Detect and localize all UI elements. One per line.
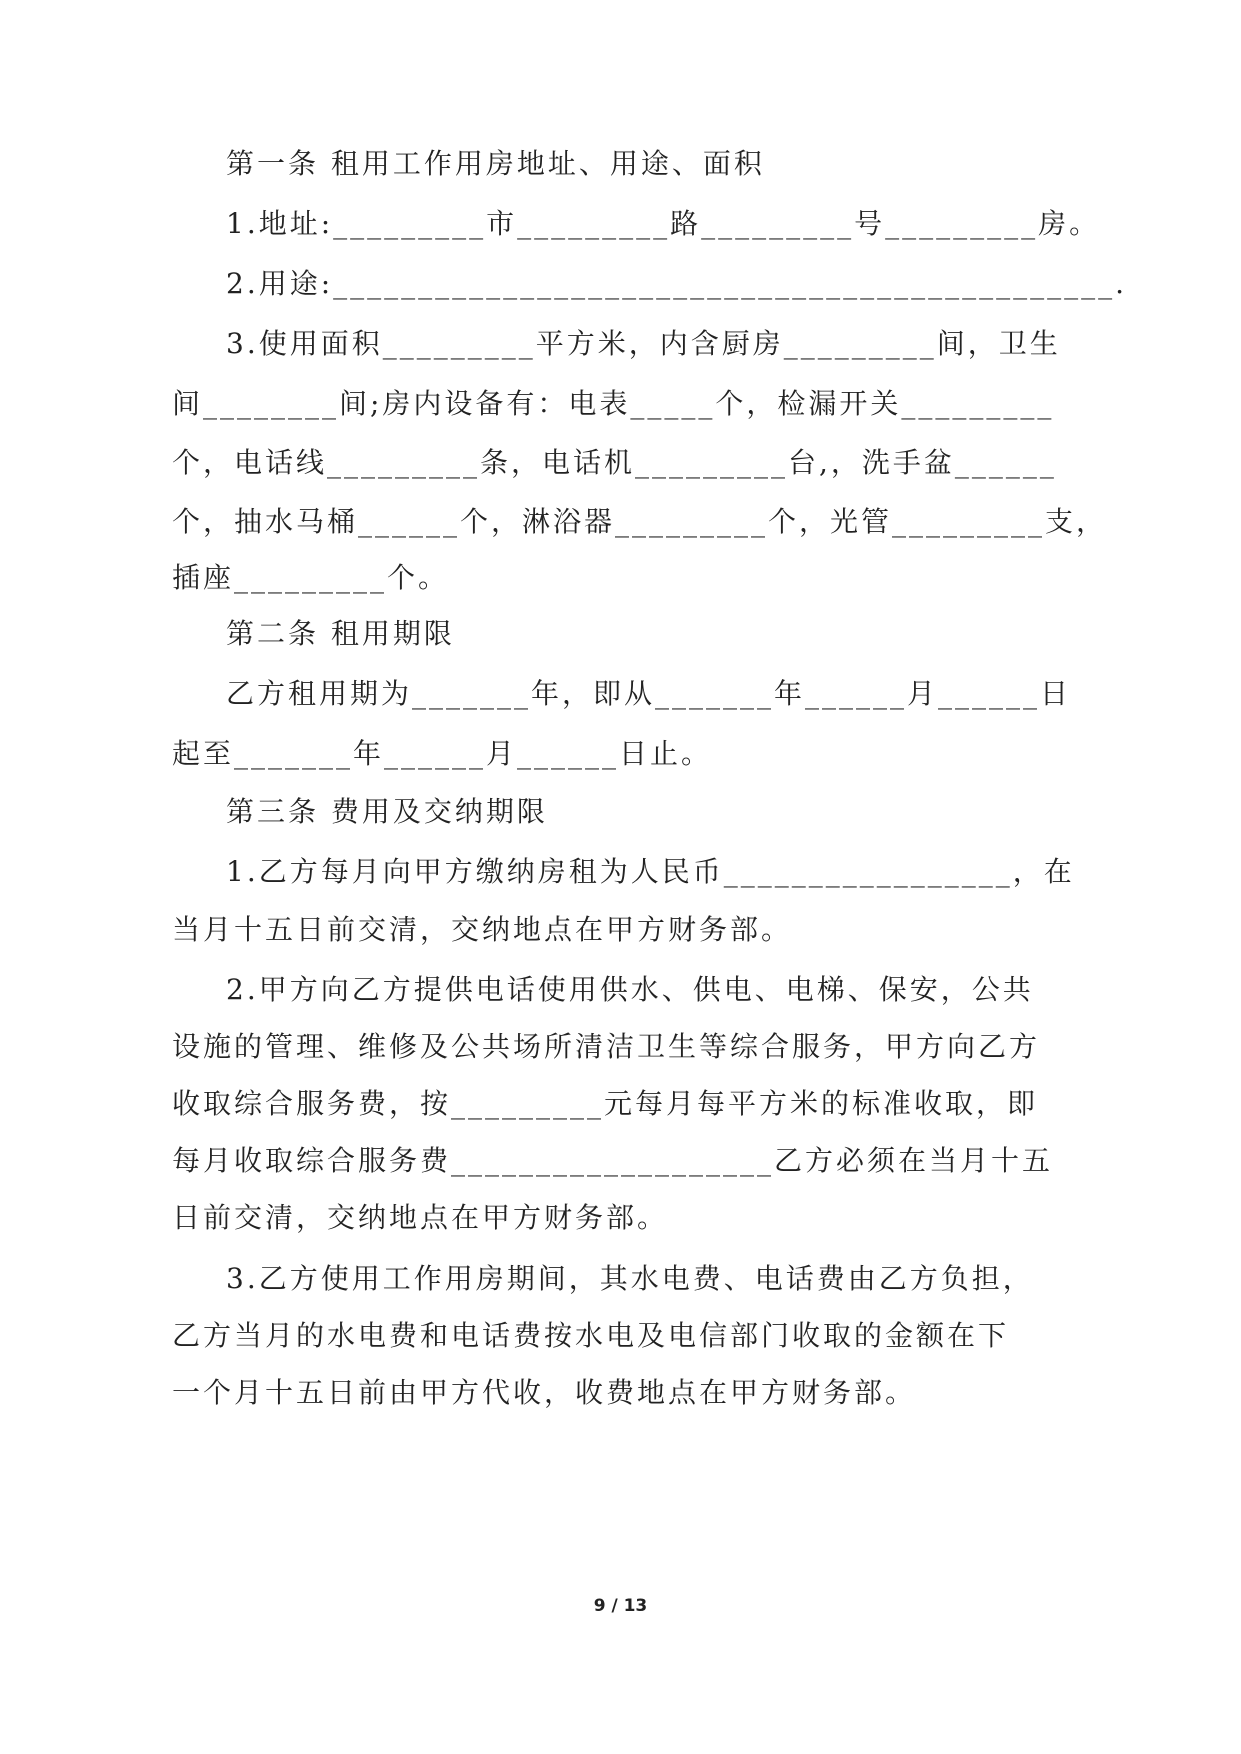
- area-line: 3.使用面积_________平方米，内含厨房_________间，卫生: [226, 327, 1061, 360]
- service-line-3: 收取综合服务费，按_________元每月每平方米的标准收取，即: [172, 1087, 1039, 1120]
- article-1-heading: 第一条 租用工作用房地址、用途、面积: [226, 147, 765, 180]
- purpose-line: 2.用途:______________________________________________.: [226, 267, 1128, 300]
- service-line-5: 日前交清，交纳地点在甲方财务部。: [172, 1201, 669, 1234]
- address-line: 1.地址:_________市_________路_________号_________房。: [226, 207, 1101, 240]
- service-line-4: 每月收取综合服务费___________________乙方必须在当月十五: [172, 1144, 1054, 1177]
- utilities-line-3: 一个月十五日前由甲方代收，收费地点在甲方财务部。: [172, 1376, 917, 1409]
- utilities-line-1: 3.乙方使用工作用房期间，其水电费、电话费由乙方负担，: [226, 1262, 1034, 1295]
- equipment-line-1: 间________间;房内设备有：电表_____个，检漏开关_________: [172, 387, 1055, 420]
- equipment-line-2: 个，电话线_________条，电话机_________台,，洗手盆______: [172, 446, 1057, 479]
- article-2-heading: 第二条 租用期限: [226, 617, 455, 650]
- service-line-2: 设施的管理、维修及公共场所清洁卫生等综合服务，甲方向乙方: [172, 1030, 1041, 1063]
- term-line-1: 乙方租用期为_______年，即从_______年______月______日: [226, 677, 1072, 710]
- equipment-line-3: 个，抽水马桶______个，淋浴器_________个，光管_________支，: [172, 505, 1108, 538]
- article-3-heading: 第三条 费用及交纳期限: [226, 795, 548, 828]
- rent-line-1: 1.乙方每月向甲方缴纳房租为人民币_________________，在: [226, 855, 1075, 888]
- service-line-1: 2.甲方向乙方提供电话使用供水、供电、电梯、保安，公共: [226, 973, 1034, 1006]
- rent-line-2: 当月十五日前交清，交纳地点在甲方财务部。: [172, 913, 793, 946]
- page-number: 9 / 13: [593, 1596, 648, 1616]
- term-line-2: 起至_______年______月______日止。: [172, 737, 713, 770]
- utilities-line-2: 乙方当月的水电费和电话费按水电及电信部门收取的金额在下: [172, 1319, 1010, 1352]
- equipment-line-4: 插座_________个。: [172, 561, 450, 594]
